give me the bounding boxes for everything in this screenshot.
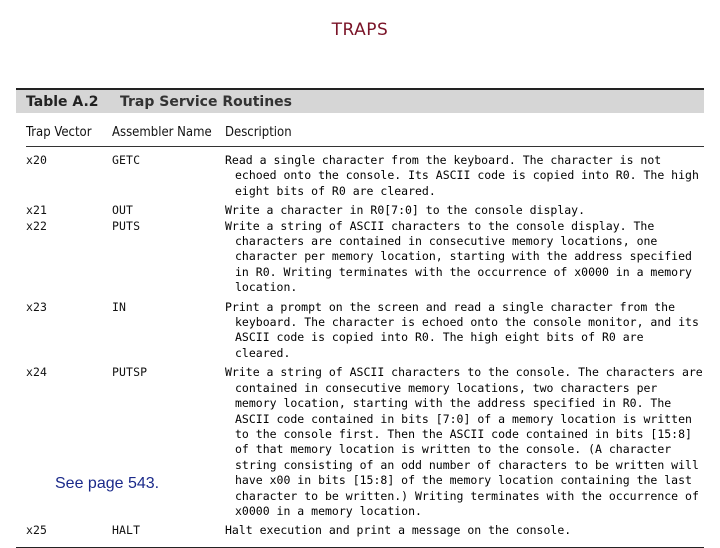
trap-vector-cell: x24: [26, 365, 48, 380]
assembler-name-cell: HALT: [112, 523, 141, 538]
trap-vector-cell: x22: [26, 218, 48, 233]
table-caption-text: Trap Service Routines: [120, 93, 292, 110]
table-number: Table A.2: [26, 93, 99, 110]
description-cell: Print a prompt on the screen and read a single character from the keyboard. The character is echoed onto the console monitor, and its ASCII code is copied into R0. The high eight bits of R0 are cleared.: [225, 299, 706, 360]
table-row: [16, 153, 704, 199]
assembler-name-cell: OUT: [112, 203, 134, 218]
description-cell: Write a character in R0[7:0] to the console display.: [225, 203, 586, 218]
assembler-name-cell: GETC: [112, 153, 141, 167]
description-cell: Halt execution and print a message on the console.: [225, 523, 572, 538]
table-row: [16, 300, 704, 362]
trap-vector-cell: x21: [26, 203, 48, 218]
assembler-name-cell: IN: [112, 299, 127, 314]
table-header-row: [16, 122, 704, 142]
slide-title: TRAPS: [331, 20, 389, 40]
header-assembler-name: Assembler Name: [112, 124, 212, 140]
table-caption: [16, 88, 704, 113]
trap-vector-cell: x23: [26, 299, 48, 314]
header-divider: [26, 146, 704, 147]
table-row: [16, 203, 704, 218]
assembler-name-cell: PUTS: [112, 218, 141, 233]
trap-vector-cell: x20: [26, 153, 48, 167]
table-row: [16, 523, 704, 538]
description-cell: Write a string of ASCII characters to the console. The characters are contained in consecutive memory locations, two characters per memory location, starting with the address specified in R0. The ASCII code contained in bits [7:0] of a memory location is written to the console first. Then the ASCII code contained in bits [15:8] of that memory location is written to the console. (A character string consisting of an odd number of characters to be written will have x00 in bits [15:8] of the memory location containing the last character to be written.) Writing terminates with the occurrence of x0000 in a memory location.: [225, 365, 710, 518]
table-row: [16, 219, 704, 296]
header-description: Description: [225, 124, 292, 140]
trap-vector-cell: x25: [26, 523, 48, 538]
page-reference: See page 543.: [55, 475, 160, 492]
assembler-name-cell: PUTSP: [112, 365, 148, 380]
table-row: [16, 365, 710, 519]
description-cell: Write a string of ASCII characters to the console display. The characters are contained in consecutive memory locations, one character per memory location, starting with the address specified in R0. Writing terminates with the occurrence of x0000 in a memory location.: [225, 218, 699, 295]
header-trap-vector: Trap Vector: [26, 124, 92, 140]
description-cell: Read a single character from the keyboard. The character is not echoed onto the console. Its ASCII code is copied into R0. The high eight bits of R0 are cleared.: [225, 153, 706, 198]
